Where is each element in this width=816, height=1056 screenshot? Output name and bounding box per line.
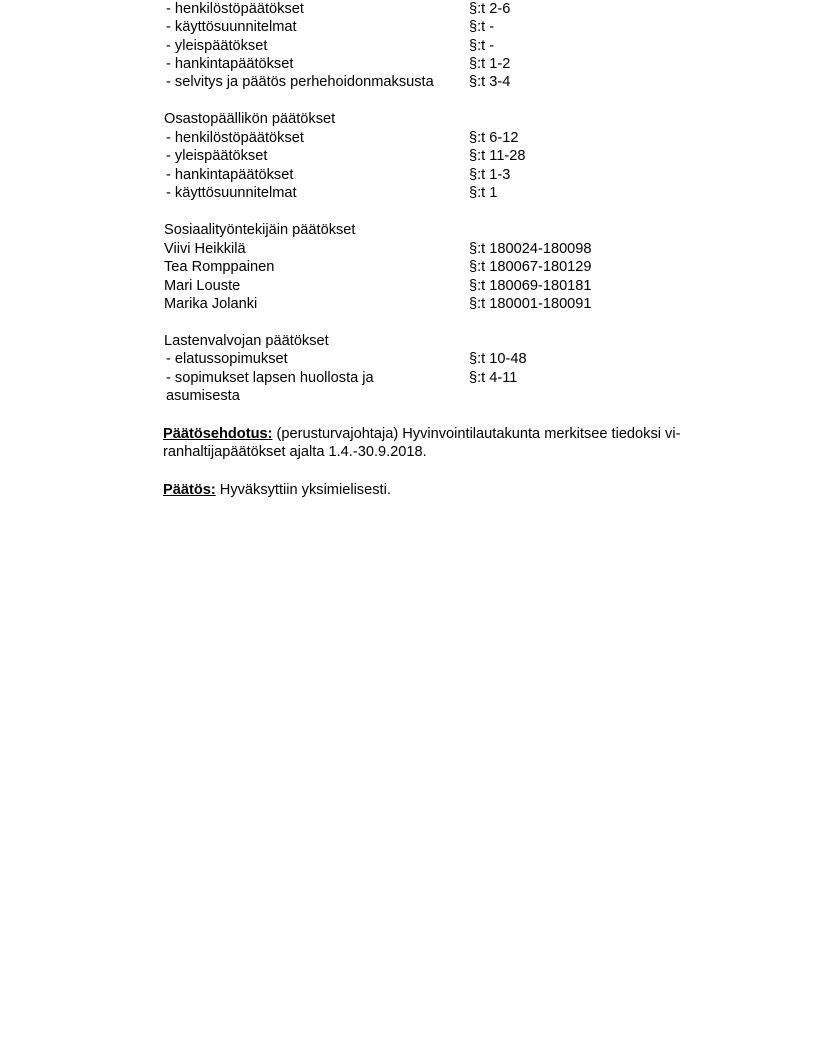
list-item-ref: §:t 10-48 [469, 351, 527, 367]
list-item-label: Marika Jolanki [164, 296, 258, 312]
list-item-ref: §:t 1-2 [469, 56, 511, 72]
proposal-text: (perusturvajohtaja) Hyvinvointilautakunta merkitsee tiedoksi vi-ranhaltijapäätökset ajalta 1.4.-30.9.2018. [163, 426, 681, 460]
list-item-ref: §:t 6-12 [469, 130, 519, 146]
list-item-label: - hankintapäätökset [166, 167, 294, 183]
proposal-label: Päätösehdotus: [163, 426, 273, 442]
list-item-label: - käyttösuunnitelmat [166, 19, 297, 35]
list-item-ref: §:t 4-11 [469, 370, 518, 386]
list-item-label: Viivi Heikkilä [164, 241, 246, 257]
section-heading-osasto: Osastopäällikön päätökset [164, 111, 336, 127]
list-item-label: - sopimukset lapsen huollosta ja [166, 370, 374, 386]
list-item-ref: §:t 1-3 [469, 167, 511, 183]
list-item-label: - hankintapäätökset [166, 56, 294, 72]
list-item-label-continuation: asumisesta [166, 388, 240, 404]
list-item-label: - henkilöstöpäätökset [166, 130, 304, 146]
list-item-ref: §:t - [469, 38, 495, 54]
decision-text: Hyväksyttiin yksimielisesti. [215, 482, 391, 498]
list-item-label: - elatussopimukset [166, 351, 288, 367]
decision-paragraph [163, 481, 743, 499]
list-item-label: Mari Louste [164, 278, 241, 294]
list-item-ref: §:t 2-6 [469, 1, 511, 17]
list-item-label: - selvitys ja päätös perhehoidonmaksusta [166, 74, 434, 90]
list-item-ref: §:t 1 [469, 185, 498, 201]
list-item-ref: §:t - [469, 19, 495, 35]
list-item-ref: §:t 180001-180091 [469, 296, 592, 312]
list-item-ref: §:t 180069-180181 [469, 278, 592, 294]
list-item-ref: §:t 3-4 [469, 74, 511, 90]
list-item-ref: §:t 180067-180129 [469, 259, 592, 275]
section-heading-sosiaali: Sosiaalityöntekijäin päätökset [164, 222, 356, 238]
list-item-label: Tea Romppainen [164, 259, 275, 275]
list-item-label: - yleispäätökset [166, 148, 268, 164]
list-item-label: - henkilöstöpäätökset [166, 1, 304, 17]
decision-label: Päätös: [163, 482, 216, 498]
list-item-ref: §:t 180024-180098 [469, 241, 592, 257]
list-item-ref: §:t 11-28 [469, 148, 526, 164]
list-item-label: - käyttösuunnitelmat [166, 185, 297, 201]
section-heading-lastenvalvoja: Lastenvalvojan päätökset [164, 333, 329, 349]
proposal-paragraph [163, 425, 743, 461]
list-item-label: - yleispäätökset [166, 38, 268, 54]
